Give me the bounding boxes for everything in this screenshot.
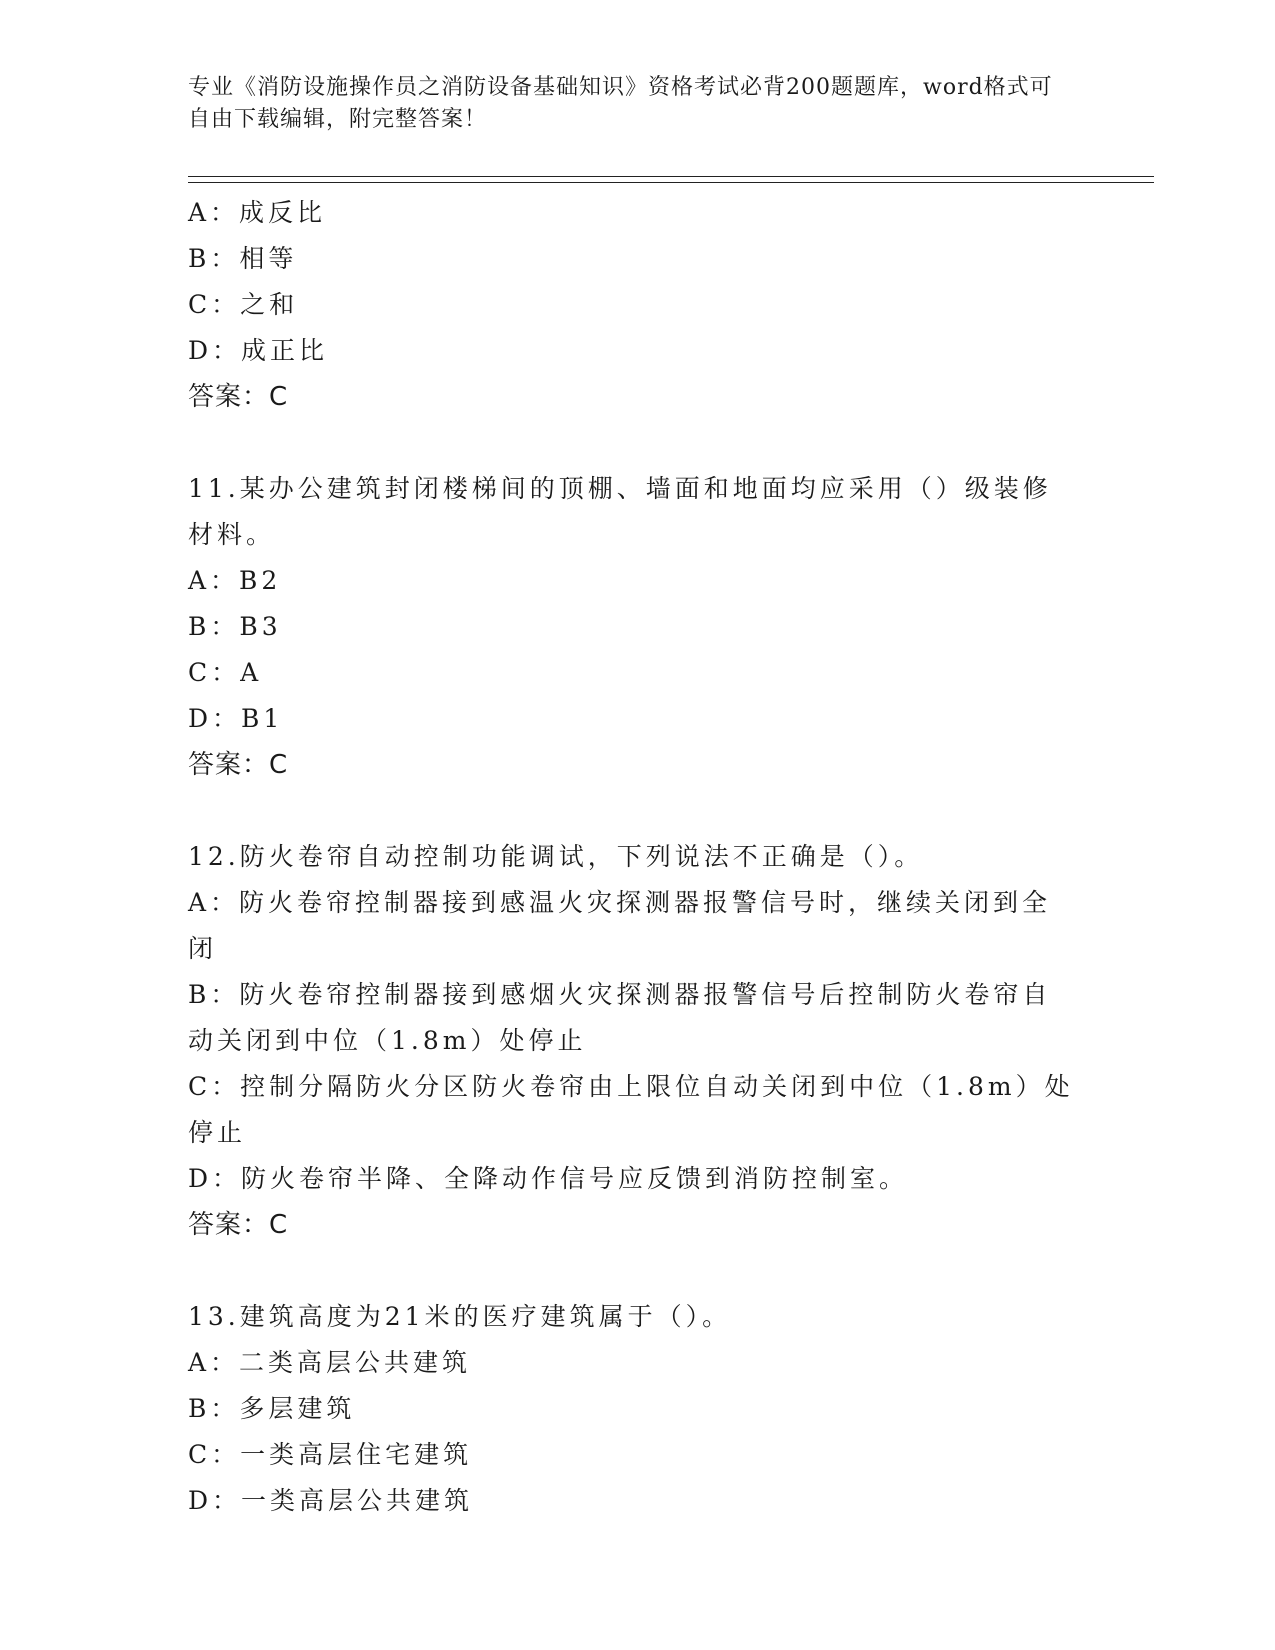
option-b: B：多层建筑 xyxy=(188,1394,356,1423)
option-b: B：防火卷帘控制器接到感烟火灾探测器报警信号后控制防火卷帘自动关闭到中位（1.8m）处停止 xyxy=(188,980,1052,1055)
document-header: 专业《消防设施操作员之消防设备基础知识》资格考试必背200题题库，word格式可自由下载编辑，附完整答案！ xyxy=(188,75,1053,132)
spacer xyxy=(188,1248,1078,1294)
question-stem: 12.防火卷帘自动控制功能调试，下列说法不正确是（）。 xyxy=(188,842,924,871)
option-c: C：控制分隔防火分区防火卷帘由上限位自动关闭到中位（1.8m）处停止 xyxy=(188,1072,1074,1147)
prev-question-block xyxy=(188,190,1078,420)
header-divider-bottom xyxy=(188,182,1154,183)
question-stem: 11.某办公建筑封闭楼梯间的顶棚、墙面和地面均应采用（）级装修材料。 xyxy=(188,474,1052,549)
question-13-block xyxy=(188,1294,1078,1524)
answer-line: 答案：C xyxy=(188,1210,289,1240)
spacer xyxy=(188,420,1078,466)
option-b: B：相等 xyxy=(188,244,298,273)
option-d: D：防火卷帘半降、全降动作信号应反馈到消防控制室。 xyxy=(188,1164,909,1193)
option-d: D：成正比 xyxy=(188,336,329,365)
option-c: C：之和 xyxy=(188,290,299,319)
option-a: A：防火卷帘控制器接到感温火灾探测器报警信号时，继续关闭到全闭 xyxy=(188,888,1052,963)
option-a: A：二类高层公共建筑 xyxy=(188,1348,472,1377)
option-a: A：B2 xyxy=(188,566,282,595)
answer-line: 答案：C xyxy=(188,750,289,780)
spacer xyxy=(188,788,1078,834)
question-12-block xyxy=(188,834,1078,1248)
option-d: D：一类高层公共建筑 xyxy=(188,1486,474,1515)
question-content xyxy=(188,190,1078,1524)
question-stem: 13.建筑高度为21米的医疗建筑属于（）。 xyxy=(188,1302,732,1331)
question-11-block xyxy=(188,466,1078,788)
answer-line: 答案：C xyxy=(188,382,289,412)
option-c: C：A xyxy=(188,658,263,687)
option-c: C：一类高层住宅建筑 xyxy=(188,1440,473,1469)
header-divider-top xyxy=(188,176,1154,177)
option-d: D：B1 xyxy=(188,704,284,733)
option-a: A：成反比 xyxy=(188,198,327,227)
option-b: B：B3 xyxy=(188,612,282,641)
